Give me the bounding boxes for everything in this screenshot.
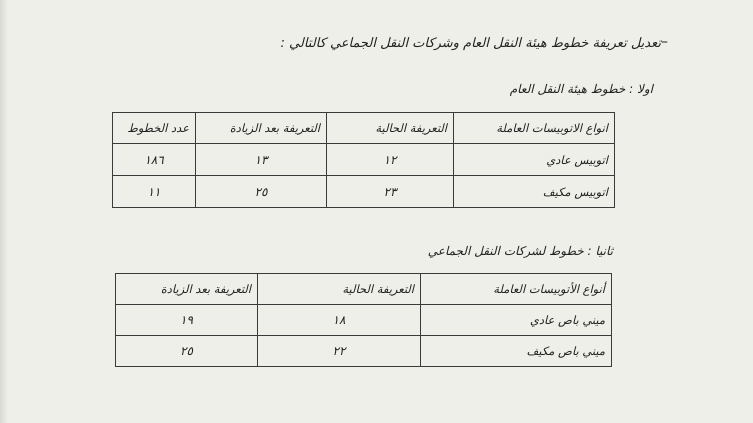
current-fare-cell: ١٨ [258, 305, 421, 336]
line-count-cell: ١٨٦ [113, 144, 196, 176]
section1-title: اولا : خطوط هيئة النقل العام [509, 82, 653, 96]
table-row [113, 176, 615, 208]
heading-dash: – [661, 34, 668, 50]
header-line-count: عدد الخطوط [113, 113, 196, 144]
bus-type-cell: ميني باص مكيف [421, 336, 612, 367]
table-header-row [113, 113, 615, 144]
header-current-fare: التعريفة الحالية [258, 274, 421, 305]
header-current-fare: التعريفة الحالية [327, 113, 454, 144]
header-fare-after-increase: التعريفة بعد الزيادة [116, 274, 258, 305]
table-row [113, 144, 615, 176]
collective-transport-fare-table [115, 273, 612, 367]
new-fare-cell: ١٩ [116, 305, 258, 336]
bus-type-cell: اتوبيس مكيف [454, 176, 615, 208]
table-header-row [116, 274, 612, 305]
table-row [116, 305, 612, 336]
new-fare-cell: ٢٥ [196, 176, 327, 208]
public-transport-fare-table [112, 112, 615, 208]
current-fare-cell: ١٢ [327, 144, 454, 176]
new-fare-cell: ١٣ [196, 144, 327, 176]
page-edge-shadow [0, 0, 8, 423]
current-fare-cell: ٢٢ [258, 336, 421, 367]
header-bus-types: انواع الاتوبيسات العاملة [454, 113, 615, 144]
line-count-cell: ١١ [113, 176, 196, 208]
header-bus-types: أنواع الأتوبيسات العاملة [421, 274, 612, 305]
new-fare-cell: ٢٥ [116, 336, 258, 367]
current-fare-cell: ٢٣ [327, 176, 454, 208]
bus-type-cell: ميني باص عادي [421, 305, 612, 336]
document-heading: تعديل تعريفة خطوط هيئة النقل العام وشركات النقل الجماعي كالتالي : [280, 36, 661, 51]
section2-title: ثانيا : خطوط لشركات النقل الجماعي [427, 244, 613, 258]
header-fare-after-increase: التعريفة بعد الزيادة [196, 113, 327, 144]
bus-type-cell: اتوبيس عادي [454, 144, 615, 176]
table-row [116, 336, 612, 367]
